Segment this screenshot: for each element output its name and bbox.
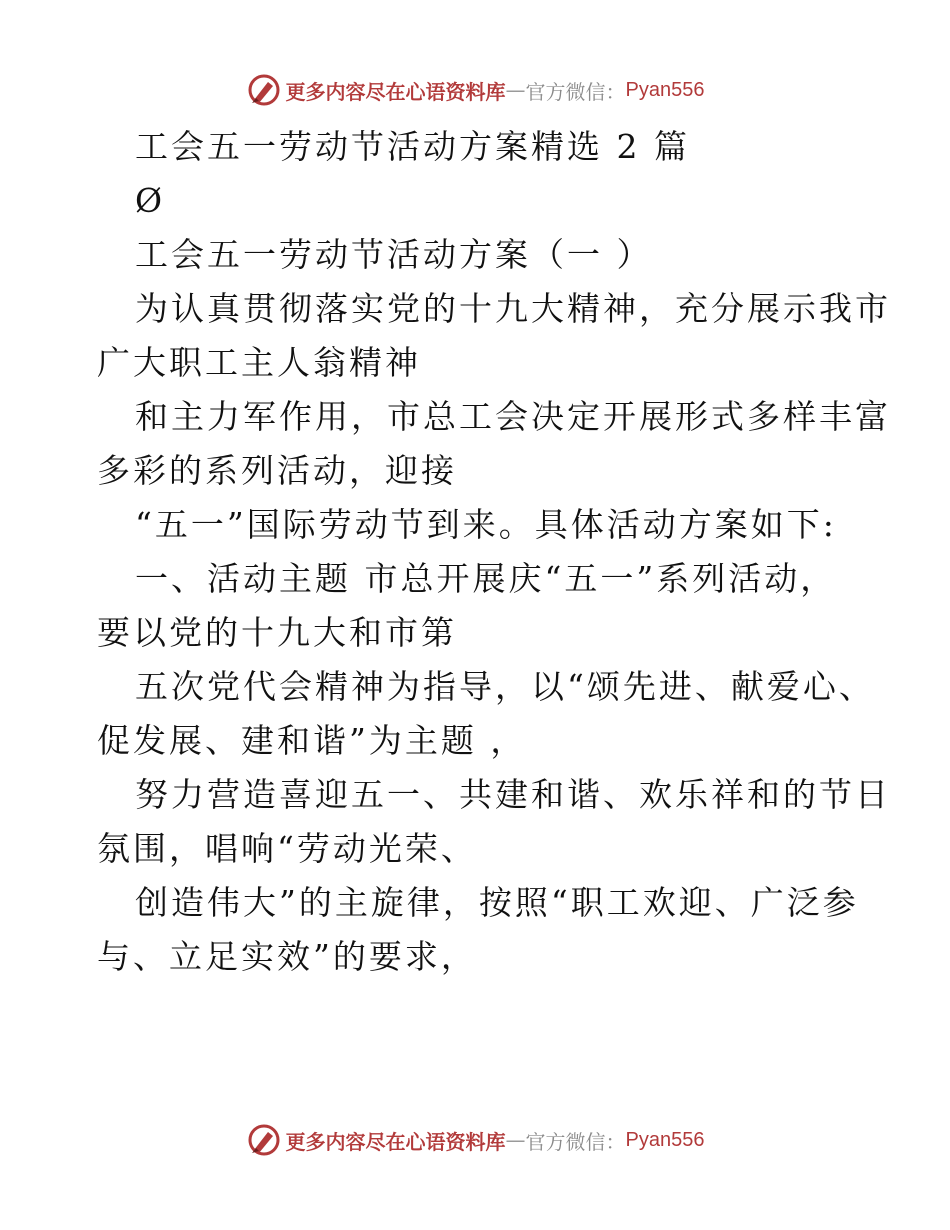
paragraph-line: 氛围，唱响“劳动光荣、 <box>97 829 477 868</box>
banner-wechat-id: Pyan556 <box>625 78 705 101</box>
banner-text: 更多内容尽在心语资料库 <box>285 1129 506 1154</box>
header-banner <box>0 70 950 110</box>
paragraph-line: 多彩的系列活动，迎接 <box>97 451 457 490</box>
banner-dash: — <box>505 1128 526 1152</box>
pen-logo-icon <box>246 72 282 108</box>
banner-dash: — <box>505 78 526 102</box>
banner-wechat-id: Pyan556 <box>625 1128 705 1151</box>
paragraph-line: 促发展、建和谐”为主题 ， <box>97 721 527 760</box>
section-title: 工会五一劳动节活动方案（一 ） <box>135 235 653 274</box>
paragraph-line: 五次党代会精神为指导，以“颂先进、献爱心、 <box>135 667 875 706</box>
bullet-symbol: Ø <box>135 181 166 220</box>
document-title: 工会五一劳动节活动方案精选 2 篇 <box>135 127 690 166</box>
banner-wechat-label: 官方微信： <box>525 79 626 104</box>
banner-wechat-label: 官方微信： <box>525 1129 626 1154</box>
paragraph-line: 一、活动主题 市总开展庆“五一”系列活动， <box>135 559 837 598</box>
paragraph-line: 要以党的十九大和市第 <box>97 613 457 652</box>
document-body <box>97 120 891 984</box>
paragraph-line: 和主力军作用，市总工会决定开展形式多样丰富 <box>135 397 891 436</box>
paragraph-line: 与、立足实效”的要求， <box>97 937 477 976</box>
paragraph-line: 创造伟大”的主旋律，按照“职工欢迎、广泛参 <box>135 883 859 922</box>
paragraph-line: “五一”国际劳动节到来。具体活动方案如下: <box>135 505 837 544</box>
footer-banner <box>0 1120 950 1160</box>
paragraph-line: 努力营造喜迎五一、共建和谐、欢乐祥和的节日 <box>135 775 891 814</box>
pen-logo-icon <box>246 1122 282 1158</box>
banner-text: 更多内容尽在心语资料库 <box>285 79 506 104</box>
paragraph-line: 广大职工主人翁精神 <box>97 343 421 382</box>
paragraph-line: 为认真贯彻落实党的十九大精神，充分展示我市 <box>135 289 891 328</box>
